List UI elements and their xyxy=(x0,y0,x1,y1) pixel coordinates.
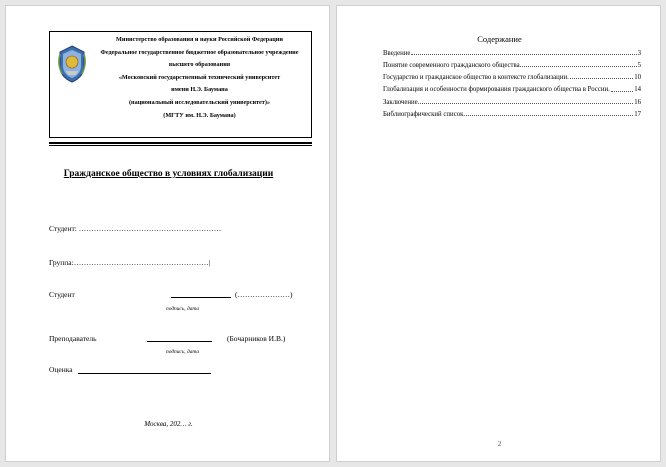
teacher-sign-caption: подпись, дата xyxy=(166,349,200,355)
header-line-education: высшего образования xyxy=(168,61,231,69)
toc-entry-text: Понятие современного гражданского общества. xyxy=(383,62,522,70)
toc-entry-page: 14 xyxy=(634,86,641,94)
toc-entry[interactable] xyxy=(383,50,641,57)
student-sign-caption: подпись, дата xyxy=(166,306,200,312)
toc-leader xyxy=(466,115,633,116)
page-number: 2 xyxy=(497,439,502,448)
student-sign-label: Студент xyxy=(49,290,75,299)
toc-leader xyxy=(611,91,633,92)
header-divider-thick xyxy=(49,142,312,144)
student-field[interactable]: Студент: ………………………………………………… xyxy=(49,224,222,233)
toc-entry-page: 16 xyxy=(634,98,641,106)
toc-leader xyxy=(522,66,636,67)
toc-leader xyxy=(411,54,636,55)
grade-line[interactable] xyxy=(78,373,211,374)
group-field[interactable]: Группа:………………………………………………| xyxy=(49,258,211,267)
contents-page xyxy=(336,5,661,462)
header-line-university: «Московский государственный технический университет xyxy=(118,73,281,81)
table-of-contents xyxy=(383,50,641,123)
toc-entry[interactable] xyxy=(383,99,641,106)
toc-entry-page: 5 xyxy=(637,62,641,70)
toc-entry[interactable] xyxy=(383,86,641,93)
header-line-name: имени Н.Э. Баумана xyxy=(171,86,228,94)
cover-page xyxy=(5,5,330,462)
student-sign-name: (…………………) xyxy=(235,290,293,299)
toc-title: Содержание xyxy=(477,34,522,44)
teacher-sign-line xyxy=(147,341,212,342)
header-line-research: (национальный исследовательский университет)» xyxy=(128,98,270,106)
toc-entry-text: Заключение. xyxy=(383,98,420,106)
city-year: Москва, 202… г. xyxy=(144,420,193,428)
header-line-institution: Федеральное государственное бюджетное образовательное учреждение xyxy=(100,48,299,56)
toc-entry-text: Государство и гражданское общество в контексте глобализации. xyxy=(383,74,569,82)
university-header xyxy=(49,31,312,138)
university-emblem-icon xyxy=(56,44,88,84)
toc-entry[interactable] xyxy=(383,111,641,118)
toc-entry-text: Библиографический список. xyxy=(383,110,466,118)
toc-entry[interactable] xyxy=(383,74,641,81)
teacher-label: Преподаватель xyxy=(49,334,97,343)
toc-entry-text: Глобализация и особенности формирования гражданского общества в России. xyxy=(383,86,610,94)
toc-leader xyxy=(570,78,633,79)
teacher-name: (Бочарников И.В.) xyxy=(227,334,286,343)
document-title: Гражданское общество в условиях глобализации xyxy=(63,169,274,179)
toc-entry-text: Введение xyxy=(383,50,411,57)
toc-entry-page: 17 xyxy=(634,110,641,118)
header-line-ministry: Министерство образования и науки Российской Федерации xyxy=(116,36,283,43)
header-line-abbr: (МГТУ им. Н.Э. Баумана) xyxy=(163,111,236,119)
student-sign-line xyxy=(171,297,231,298)
toc-entry[interactable] xyxy=(383,62,641,69)
header-divider-thin xyxy=(49,145,312,146)
toc-entry-page: 3 xyxy=(637,50,641,57)
toc-entry-page: 10 xyxy=(634,74,641,82)
toc-leader xyxy=(420,103,633,104)
grade-label: Оценка xyxy=(49,365,73,374)
